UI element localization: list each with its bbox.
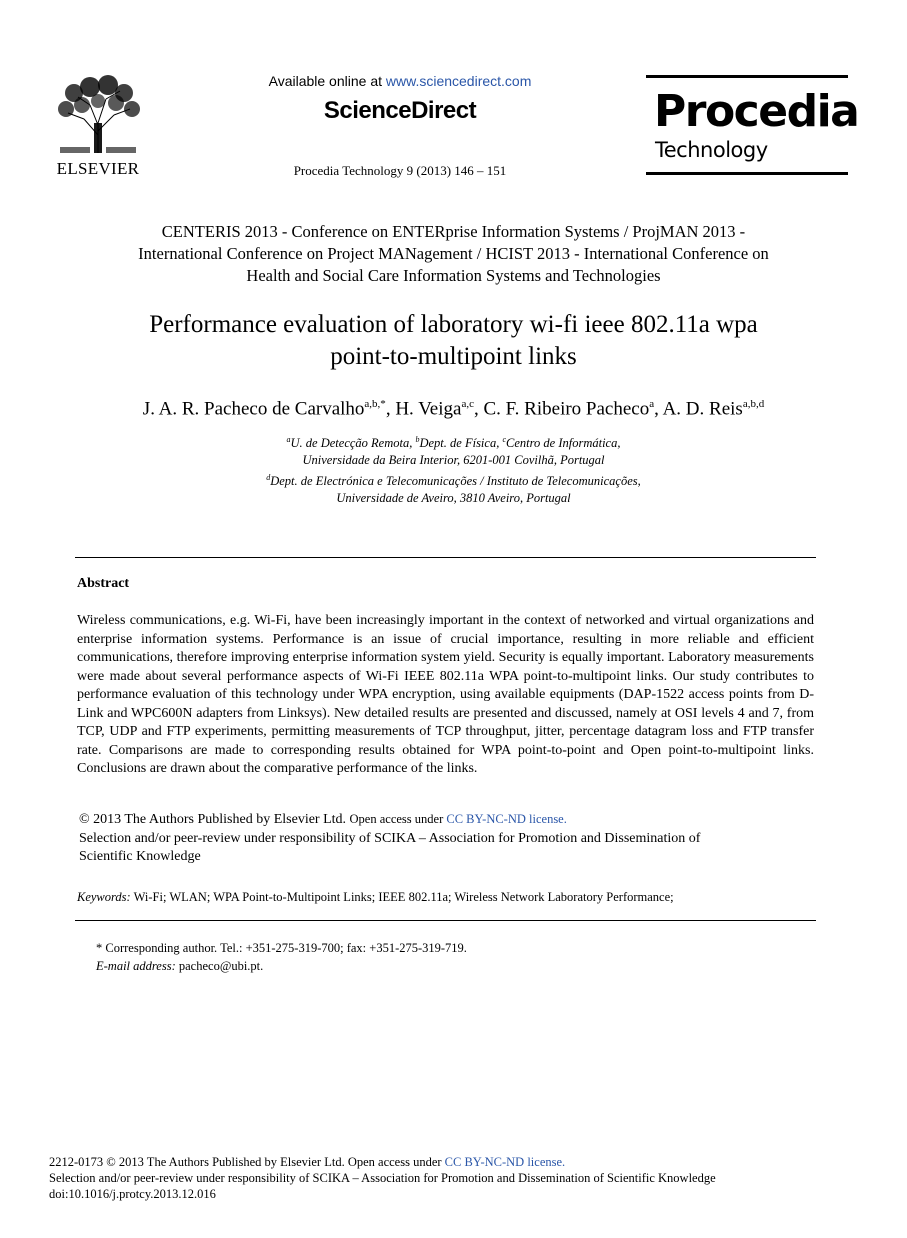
author-name: H. Veiga [395,398,462,420]
review-line: Selection and/or peer-review under responsibility of SCIKA – Association for Promotion and Dissemination of [79,830,701,846]
affiliation-mark: b [415,435,420,444]
footer-license-link[interactable]: CC BY-NC-ND license. [444,1155,566,1169]
author-name: A. D. Reis [662,398,743,420]
corresponding-author: * Corresponding author. Tel.: +351-275-319-700; fax: +351-275-319-719. [96,941,467,955]
keywords-text: Wi-Fi; WLAN; WPA Point-to-Multipoint Links; IEEE 802.11a; Wireless Network Laboratory Performance; [130,890,674,904]
email-line [96,957,816,975]
affiliation-text: U. de Detecção Remota, [290,436,416,451]
footer-review-line: Selection and/or peer-review under responsibility of SCIKA – Association for Promotion and Dissemination of Scientific Knowledge [49,1171,716,1185]
elsevier-wordmark: ELSEVIER [56,159,140,178]
affiliation-mark: d [266,473,271,483]
section-divider [75,557,816,558]
author-separator: , [473,398,484,420]
affiliation-text: Centro de Informática, [506,436,621,451]
keywords-label: Keywords: [77,890,131,904]
affiliation-mark: a [286,435,291,444]
affiliation-line [150,469,757,490]
author-list [40,392,867,421]
footer-meta [49,1154,849,1202]
author-name: C. F. Ribeiro Pacheco [483,398,650,420]
author-affiliation-mark: a [649,398,655,410]
availability-prefix: Available online at [268,73,386,89]
conference-line: International Conference on Project MANagement / HCIST 2013 - International Conference on [138,244,769,263]
review-line: Scientific Knowledge [79,849,201,864]
open-access-text: Open access under [349,812,447,826]
email-address: pacheco@ubi.pt. [175,959,264,973]
title-line: Performance evaluation of laboratory wi-fi ieee 802.11a wpa [149,311,758,338]
affiliation-line: Universidade da Beira Interior, 6201-001 Covilhã, Portugal [302,453,605,468]
journal-reference: Procedia Technology 9 (2013) 146 – 151 [293,163,507,178]
conference-line: CENTERIS 2013 - Conference on ENTERprise Information Systems / ProjMAN 2013 - [161,222,746,241]
procedia-sub-brand: Technology [655,138,768,162]
author-separator: , [654,398,663,420]
doi: doi:10.1016/j.protcy.2013.12.016 [49,1187,216,1201]
section-divider [75,920,816,921]
author-affiliation-mark: a,b,d [742,398,765,410]
footnote [96,939,816,975]
availability-line [200,73,600,89]
license-link[interactable]: CC BY-NC-ND license. [446,812,567,826]
copyright-block [79,810,816,867]
affiliation-line: Universidade de Aveiro, 3810 Aveiro, Portugal [336,491,571,506]
conference-line: Health and Social Care Information Systems and Technologies [246,266,661,285]
abstract-body: Wireless communications, e.g. Wi-Fi, have been increasingly important in the context of networked and virtual organizations and enterprise information systems. Performance is an issue of crucial importance, resulting in more reliable and efficient communications, therefore improving enterprise information system yield. Security is equally important. Laboratory measurements were made about several performance aspects of Wi-Fi IEEE 802.11a WPA point-to-multipoint links. Our study contributes to performance evaluation of this technology under WPA encryption, using available equipments (DAP-1522 access points from D-Link and WPC600N adapters from Linksys). New detailed results are presented and discussed, namely at OSI levels 4 and 7, from TCP, UDP and FTP experiments, permitting measurements of TCP throughput, jitter, percentage datagram loss and FTP transfer rate. Comparisons are made to corresponding results obtained for WPA point-to-point and Open point-to-multipoint links. Conclusions are drawn about the comparative performance of the links. [77,613,814,776]
affiliation-mark: c [502,435,507,444]
affiliation-text: Dept. de Electrónica e Telecomunicações / Instituto de Telecomunicações, [270,474,641,489]
paper-title [60,309,847,373]
issn-text: 2212-0173 © 2013 The Authors Published by Elsevier Ltd. Open access under [49,1155,445,1169]
affiliation-text: Dept. de Física, [419,436,503,451]
elsevier-tree-icon [54,75,142,155]
copyright-line [79,810,816,830]
issn-line [49,1154,849,1170]
sciencedirect-link[interactable]: www.sciencedirect.com [385,73,532,89]
affiliation-line [150,431,757,452]
keywords [77,889,814,906]
title-line: point-to-multipoint links [330,343,577,370]
procedia-logo [646,75,859,175]
affiliations [150,431,757,507]
author-name: J. A. R. Pacheco de Carvalho [142,398,365,420]
email-label: E-mail address: [96,959,176,973]
copyright-text: © 2013 The Authors Published by Elsevier Ltd. [79,812,350,827]
sciencedirect-brand: ScienceDirect [323,97,477,124]
elsevier-logo [50,75,146,177]
author-affiliation-mark: a,b,* [364,398,386,410]
procedia-brand: Procedia [654,86,859,137]
abstract-heading: Abstract [77,576,130,591]
author-separator: , [385,398,396,420]
author-affiliation-mark: a,c [461,398,474,410]
conference-info [60,221,847,287]
